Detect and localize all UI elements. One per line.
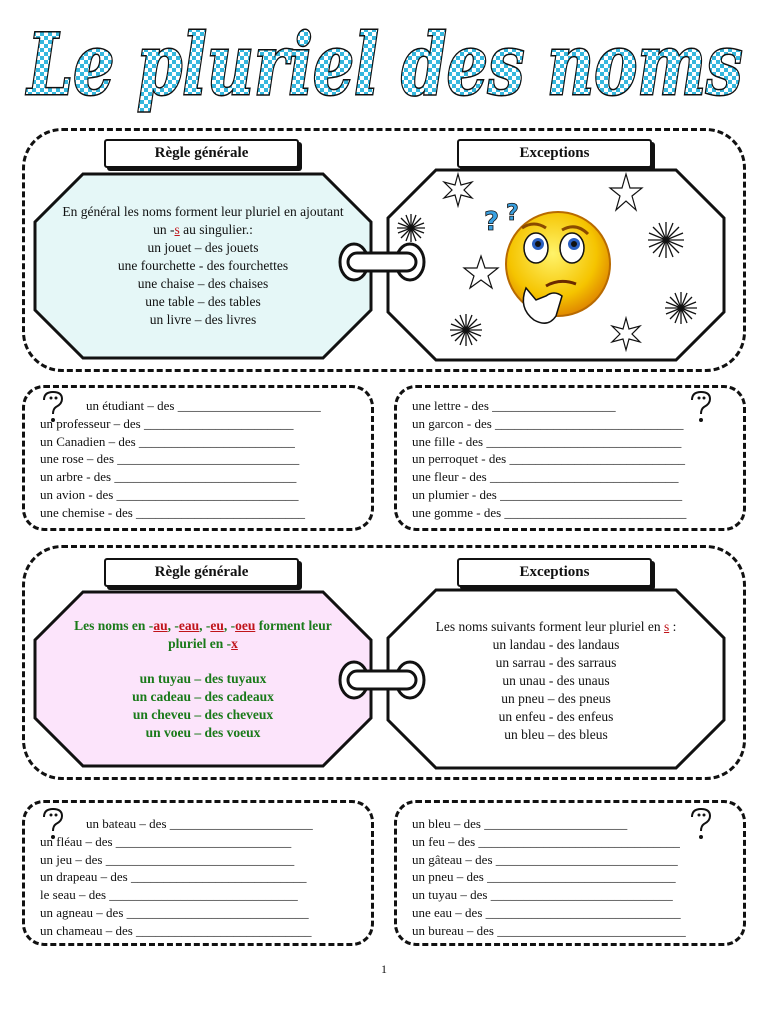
exception-intro: Les noms suivants forment leur pluriel en s : bbox=[435, 619, 677, 634]
example-line: une fourchette - des fourchettes bbox=[117, 258, 289, 273]
page-title-text: Le pluriel des noms bbox=[25, 15, 743, 114]
svg-text:?: ? bbox=[506, 201, 519, 226]
example-line: une chaise – des chaises bbox=[137, 276, 269, 291]
page-title bbox=[20, 0, 750, 120]
page-number: 1 bbox=[381, 962, 387, 976]
exercise-row[interactable]: un agneau – des ____________________________ bbox=[40, 904, 309, 920]
exercise-list-right-1 bbox=[412, 397, 686, 522]
svg-text:?: ? bbox=[484, 207, 500, 237]
exercise-row[interactable]: un garcon - des _____________________________ bbox=[412, 415, 684, 431]
rule-text: , - bbox=[199, 617, 211, 633]
exercise-row[interactable]: un jeu – des _____________________________ bbox=[40, 851, 295, 867]
question-mark-icon bbox=[688, 390, 722, 426]
exercise-row[interactable]: un tuyau – des ____________________________ bbox=[412, 887, 673, 903]
rule-text: , - bbox=[223, 617, 236, 633]
label-general-rule: Règle générale bbox=[104, 139, 299, 168]
label-exceptions: Exceptions bbox=[457, 139, 652, 168]
example-line: un tuyau – des tuyaux bbox=[139, 670, 267, 686]
exercise-row[interactable]: une gomme - des ____________________________ bbox=[412, 504, 687, 520]
exercise-row[interactable]: un gâteau – des ____________________________ bbox=[412, 851, 678, 867]
exercise-list-left-1 bbox=[40, 397, 321, 522]
exercise-row[interactable]: une eau – des ______________________________ bbox=[412, 904, 681, 920]
exceptions-panel-thinking bbox=[386, 168, 726, 362]
exercise-row[interactable]: un chameau – des ___________________________ bbox=[40, 922, 312, 938]
exception-line: un enfeu - des enfeus bbox=[498, 709, 614, 724]
exercise-row[interactable]: un pneu – des _____________________________ bbox=[412, 869, 676, 885]
exercise-row[interactable]: une rose – des ____________________________ bbox=[40, 451, 300, 467]
rule-ending: eau bbox=[178, 617, 200, 633]
rule-panel-x-plural bbox=[33, 590, 373, 768]
rule-examples bbox=[132, 670, 274, 742]
exercise-row[interactable]: un professeur – des _______________________ bbox=[40, 415, 294, 431]
exercise-row[interactable]: un feu – des _______________________________ bbox=[412, 833, 680, 849]
example-line: un cadeau – des cadeaux bbox=[132, 688, 274, 704]
exercise-row[interactable]: un plumier - des ____________________________ bbox=[412, 486, 683, 502]
rule-ending: eu bbox=[210, 617, 224, 633]
rule-ending: x bbox=[231, 635, 238, 651]
ring-connector bbox=[336, 658, 428, 702]
exercise-row[interactable]: une fille - des ______________________________ bbox=[412, 433, 682, 449]
exercise-row[interactable]: le seau – des _____________________________ bbox=[40, 887, 298, 903]
exercise-row[interactable]: un étudiant – des ______________________ bbox=[86, 398, 321, 413]
exercise-row[interactable]: un avion - des ____________________________ bbox=[40, 486, 299, 502]
example-line: une table – des tables bbox=[145, 294, 261, 309]
rule-examples bbox=[118, 239, 288, 329]
label-exceptions: Exceptions bbox=[457, 558, 652, 587]
exception-examples bbox=[493, 636, 620, 744]
exception-line: un sarrau - des sarraus bbox=[495, 655, 617, 670]
rule-text: forment leur pluriel en - bbox=[168, 617, 332, 651]
ring-connector bbox=[336, 240, 428, 284]
example-line: un jouet – des jouets bbox=[147, 240, 259, 255]
example-line: un cheveu – des cheveux bbox=[132, 706, 274, 722]
exercise-list-right-2 bbox=[412, 815, 686, 940]
exception-line: un landau - des landaus bbox=[492, 637, 620, 652]
rule-intro bbox=[57, 617, 349, 653]
exercise-row[interactable]: un bureau – des _____________________________ bbox=[412, 922, 686, 938]
exercise-list-left-2 bbox=[40, 815, 313, 940]
exception-line: un unau - des unaus bbox=[502, 673, 610, 688]
exercise-row[interactable]: un bateau – des ______________________ bbox=[86, 816, 313, 831]
exercise-row[interactable]: un bleu – des ______________________ bbox=[412, 816, 628, 831]
exception-line: un pneu – des pneus bbox=[501, 691, 611, 706]
exercise-row[interactable]: une fleur - des _____________________________ bbox=[412, 469, 679, 485]
exercise-row[interactable]: une chemise - des __________________________ bbox=[40, 504, 306, 520]
label-general-rule: Règle générale bbox=[104, 558, 299, 587]
exercise-row[interactable]: une lettre - des ___________________ bbox=[412, 398, 616, 413]
rule-ending: oeu bbox=[235, 617, 256, 633]
rule-text: Les noms en - bbox=[74, 617, 154, 633]
question-mark-icon bbox=[688, 807, 722, 843]
exceptions-panel-s-plural bbox=[386, 588, 726, 770]
exercise-row[interactable]: un arbre - des ____________________________ bbox=[40, 469, 297, 485]
example-line: un livre – des livres bbox=[149, 312, 257, 327]
example-line: un voeu – des voeux bbox=[145, 724, 261, 740]
exercise-row[interactable]: un drapeau – des ___________________________ bbox=[40, 869, 307, 885]
exercise-row[interactable]: un perroquet - des ___________________________ bbox=[412, 451, 685, 467]
exercise-row[interactable]: un Canadien – des ________________________ bbox=[40, 433, 295, 449]
rule-text: , - bbox=[167, 617, 179, 633]
rule-intro: En général les noms forment leur pluriel en ajoutant un -s au singulier.: bbox=[62, 204, 344, 237]
exercise-row[interactable]: un fléau – des ___________________________ bbox=[40, 833, 292, 849]
rule-ending: au bbox=[153, 617, 168, 633]
exception-line: un bleu – des bleus bbox=[504, 727, 608, 742]
rule-panel-general bbox=[33, 172, 373, 360]
